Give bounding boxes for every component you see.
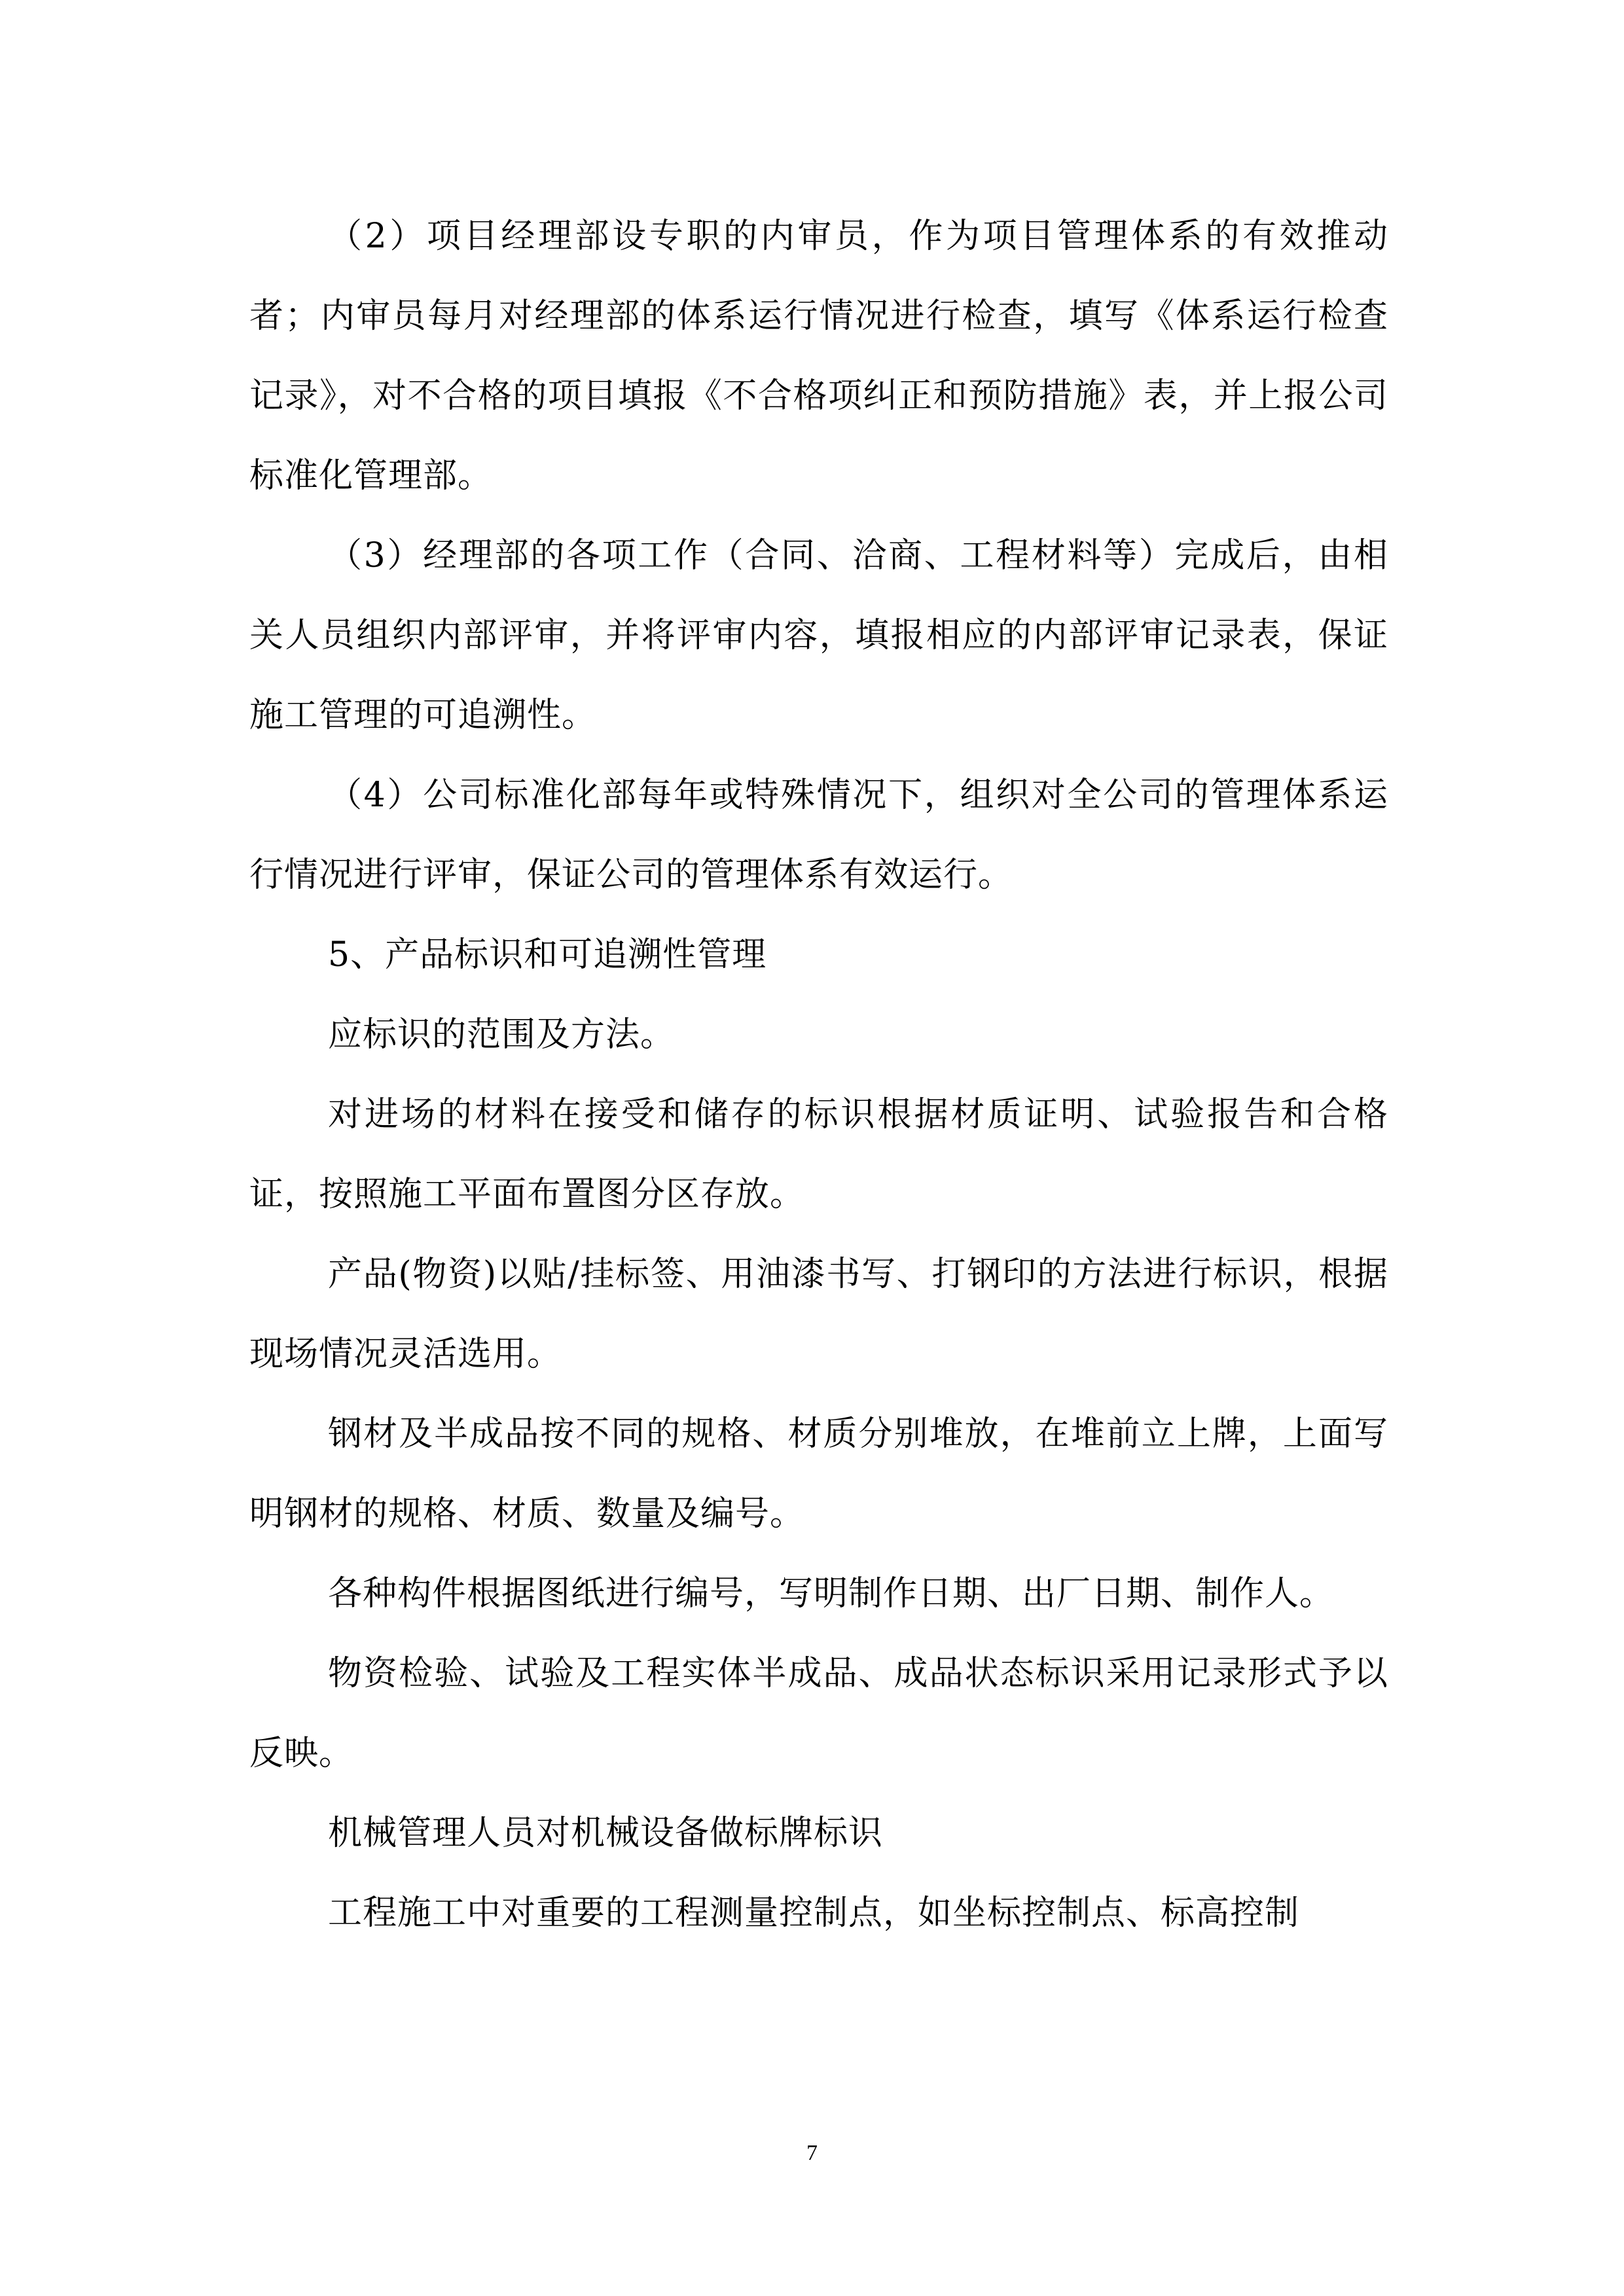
- page-number: 7: [806, 2141, 818, 2165]
- paragraph-incoming-materials: 对进场的材料在接受和储存的标识根据材质证明、试验报告和合格证，按照施工平面布置图分区存放。: [249, 1095, 1388, 1214]
- paragraph-component-numbering: 各种构件根据图纸进行编号，写明制作日期、出厂日期、制作人。: [328, 1574, 1335, 1613]
- paragraph-labeling-methods: 产品(物资)以贴/挂标签、用油漆书写、打钢印的方法进行标识，根据现场情况灵活选用。: [249, 1255, 1388, 1374]
- paragraph-internal-review: （3）经理部的各项工作（合同、洽商、工程材料等）完成后，由相关人员组织内部评审，并将评审内容，填报相应的内部评审记录表，保证施工管理的可追溯性。: [249, 536, 1388, 735]
- paragraph-scope-and-method: 应标识的范围及方法。: [328, 1015, 676, 1054]
- paragraph-internal-auditor: （2）项目经理部设专职的内审员，作为项目管理体系的有效推动者；内审员每月对经理部的体系运行情况进行检查，填写《体系运行检查记录》，对不合格的项目填报《不合格项纠正和预防措施》表，并上报公司标准化管理部。: [249, 217, 1388, 495]
- paragraph-annual-review: （4）公司标准化部每年或特殊情况下，组织对全公司的管理体系运行情况进行评审，保证公司的管理体系有效运行。: [249, 776, 1388, 895]
- paragraph-survey-control-points: 工程施工中对重要的工程测量控制点，如坐标控制点、标高控制: [328, 1893, 1300, 1933]
- paragraph-steel-stacking: 钢材及半成品按不同的规格、材质分别堆放，在堆前立上牌，上面写明钢材的规格、材质、数量及编号。: [249, 1414, 1388, 1534]
- paragraph-inspection-records: 物资检验、试验及工程实体半成品、成品状态标识采用记录形式予以反映。: [249, 1654, 1388, 1773]
- section-heading-product-identification: 5、产品标识和可追溯性管理: [328, 935, 767, 975]
- paragraph-machinery-labels: 机械管理人员对机械设备做标牌标识: [328, 1814, 884, 1853]
- document-body: [249, 196, 1388, 1953]
